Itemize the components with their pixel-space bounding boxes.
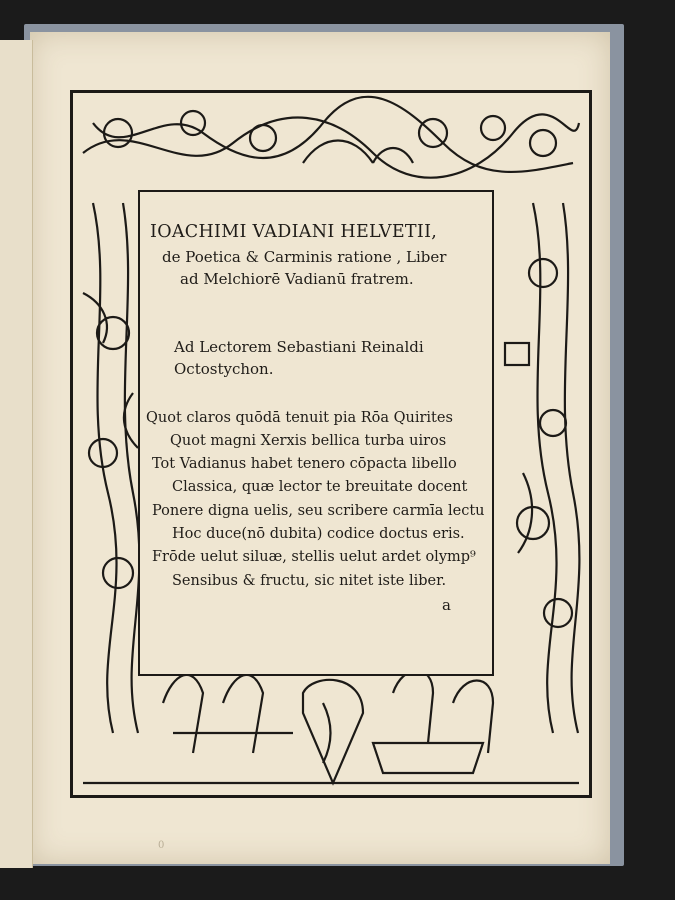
title-line-3: ad Melchiorē Vadianū fratrem.: [180, 270, 414, 288]
page-number-mark: 0: [158, 840, 165, 851]
heading-line-1: Ad Lectorem Sebastiani Reinaldi: [174, 338, 424, 356]
title-line-2: de Poetica & Carminis ratione , Liber: [162, 248, 447, 266]
verse-line-7: Frōde uelut siluæ, stellis uelut ardet olymp⁹: [152, 549, 476, 565]
signature-mark: a: [442, 596, 451, 614]
title-line-1: IOACHIMI VADIANI HELVETII,: [150, 222, 438, 242]
verse-line-6: Hoc duce(nō dubita) codice doctus eris.: [172, 526, 465, 542]
verse-line-3: Tot Vadianus habet tenero cōpacta libello: [152, 456, 457, 472]
title-page-text-panel: [138, 190, 494, 676]
verse-line-1: Quot claros quōdā tenuit pia Rōa Quirites: [146, 410, 453, 426]
verse-line-4: Classica, quæ lector te breuitate docent: [172, 479, 468, 495]
heading-line-2: Octostychon.: [174, 360, 274, 378]
facing-page-edge: [0, 40, 33, 868]
verse-line-5: Ponere digna uelis, seu scribere carmīa lectu: [152, 503, 485, 519]
verse-line-2: Quot magni Xerxis bellica turba uiros: [170, 433, 447, 449]
verse-line-8: Sensibus & fructu, sic nitet iste liber.: [172, 573, 447, 589]
